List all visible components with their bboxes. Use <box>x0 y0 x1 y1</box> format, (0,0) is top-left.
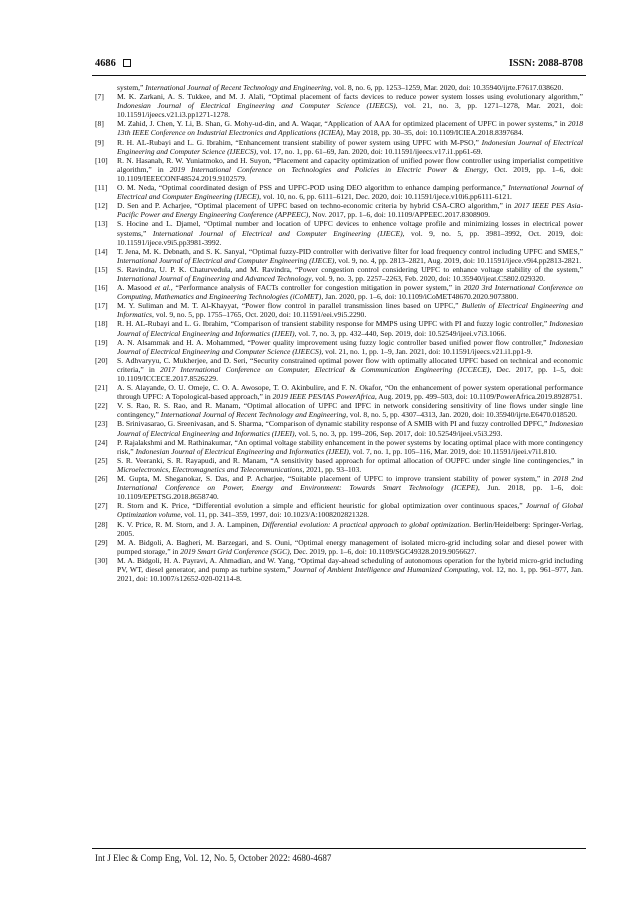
reference-number: [7] <box>95 92 104 102</box>
reference-text: V. S. Rao, R. S. Rao, and R. Manam, “Optimal allocation of UPFC and IPFC in network considering sensitivity of line flows under single line contingency,” <box>117 401 583 420</box>
reference-venue: Indonesian Journal of Electrical Engineering and Computer Science (IJEECS) <box>117 101 396 111</box>
reference-venue: Microelectronics, Electromagnetics and Telecommunications <box>117 464 303 474</box>
reference-entry <box>95 83 583 92</box>
reference-number: [20] <box>95 355 108 365</box>
reference-number: [25] <box>95 455 108 465</box>
reference-text: M. Gupta, M. Sheganokar, S. Das, and P. Acharjee, “Suitable placement of UPFC to improve transient stability of power system,” in <box>117 474 554 484</box>
reference-venue: Journal of Global Optimization volume <box>117 501 584 520</box>
reference-number: [10] <box>95 155 108 165</box>
reference-entry <box>95 119 583 137</box>
reference-entry <box>95 538 583 556</box>
reference-text: , vol. 9, no. 3, pp. 2257–2263, Feb. 2020, doi: 10.35940/ijeat.C5802.029320. <box>311 273 545 283</box>
reference-venue: 2017 International Conference on Computer, Electrical & Communication Engineering (ICCECE) <box>160 364 490 374</box>
square-box-icon <box>123 59 131 67</box>
reference-number: [13] <box>95 219 108 229</box>
reference-text: , vol. 8, no. 6, pp. 1253–1259, Mar. 2020, doi: 10.35940/ijrte.F7617.038620. <box>330 83 564 92</box>
reference-text: , vol. 17, no. 1, pp. 61–69, Jan. 2020, doi: 10.11591/ijeecs.v17.i1.pp61-69. <box>256 146 483 156</box>
reference-entry <box>95 438 583 456</box>
reference-text: , “Performance analysis of FACTs controller for congestion mitigation in power system,” in <box>170 283 464 293</box>
reference-number: [19] <box>95 337 108 347</box>
reference-venue: Indonesian Journal of Electrical Engineering and Informatics (IJEEI) <box>135 446 349 456</box>
reference-text: . Berlin/Heidelberg: Springer-Verlag, 2005. <box>117 519 583 538</box>
reference-entry <box>95 319 583 337</box>
reference-venue: Indonesian Journal of Electrical Engineering and Computer Science (IJEECS) <box>117 337 583 356</box>
reference-number: [9] <box>95 137 104 147</box>
reference-venue: International Journal of Electrical and Computer Engineering (IJECE) <box>152 228 403 238</box>
reference-entry <box>95 383 583 401</box>
reference-text: , vol. 7, no. 3, pp. 432–440, Sep. 2019, doi: 10.52549/ijeei.v7i3.1066. <box>294 328 507 338</box>
reference-entry <box>95 265 583 283</box>
reference-text: B. Srinivasarao, G. Sreenivasan, and S. Sharma, “Comparison of dynamic stability response of A SMIB with PI and fuzzy controlled DPFC,” <box>117 419 550 429</box>
reference-text: , vol. 9, no. 4, pp. 2813–2821, Aug. 2019, doi: 10.11591/ijece.v9i4.pp2813-2821. <box>334 255 582 265</box>
reference-text: , vol. 10, no. 6, pp. 6111–6121, Dec. 2020, doi: 10.11591/ijece.v10i6.pp6111-6121. <box>259 192 512 202</box>
reference-venue: Bulletin of Electrical Engineering and Informatics <box>117 301 583 320</box>
reference-venue: 2019 IEEE PES/IAS PowerAfrica <box>272 392 375 402</box>
reference-text: O. M. Neda, “Optimal coordinated design of PSS and UPFC-POD using DEO algorithm to enhance damping performance,” <box>117 183 509 193</box>
reference-text: , May 2018, pp. 30–35, doi: 10.1109/ICIEA.2018.8397684. <box>342 128 524 138</box>
reference-entry <box>95 520 583 538</box>
reference-entry <box>95 219 583 246</box>
reference-number: [12] <box>95 201 108 211</box>
reference-text: S. R. Veeranki, S. R. Rayapudi, and R. Manam, “A sensitivity based approach for optimal allocation of OUPFC under single line contingencies,” in <box>117 455 583 465</box>
reference-number: [21] <box>95 383 108 393</box>
reference-entry <box>95 156 583 183</box>
reference-venue: International Journal of Recent Technology and Engineering <box>160 410 347 420</box>
issn-label: ISSN: 2088-8708 <box>508 58 583 69</box>
reference-text: M. Y. Suliman and M. T. Al-Khayyat, “Power flow control in parallel transmission lines based on UPFC,” <box>117 301 462 311</box>
reference-text: , vol. 21, no. 1, pp. 1–9, Jan. 2021, doi: 10.11591/ijeecs.v21.i1.pp1-9. <box>321 346 533 356</box>
reference-venue: International Journal of Electrical and Computer Engineering (IJECE) <box>117 255 335 265</box>
reference-venue: Journal of Ambient Intelligence and Humanized Computing <box>292 564 478 574</box>
reference-text: M. K. Zarkani, A. S. Tukkee, and M. J. Alali, “Optimal placement of facts devices to reduce power system losses using evolutionary algorithm,” <box>117 92 583 102</box>
reference-text: , vol. 12, no. 1, pp. 961–977, Jan. 2021, doi: 10.1007/s12652-020-02114-8. <box>117 564 583 584</box>
reference-venue: Indonesian Journal of Electrical Engineering and Computer Science (IJEECS) <box>117 137 584 156</box>
reference-text: , vol. 7, no. 1, pp. 105–116, Mar. 2019, doi: 10.11591/ijeei.v7i1.810. <box>348 446 557 456</box>
reference-text: R. N. Hasanah, R. W. Yuniatmoko, and H. Suyon, “Placement and capacity optimization of unified power flow controller using imperialist competitive algorithm,” in <box>117 155 583 174</box>
reference-number: [26] <box>95 474 108 484</box>
page-number: 4686 <box>95 58 116 69</box>
reference-entry <box>95 301 583 319</box>
reference-text: R. H. AL-Rubayi and L. G. Ibrahim, “Comparison of transient stability response for MMPS using UPFC with PI and fuzzy logic controller,” <box>117 319 550 329</box>
reference-text: , Jan. 2020, pp. 1–6, doi: 10.1109/iCoMET48670.2020.9073800. <box>321 292 519 302</box>
reference-entry <box>95 419 583 437</box>
reference-entry <box>95 474 583 501</box>
reference-text: M. Zahid, J. Chen, Y. Li, B. Shan, G. Mohy-ud-din, and A. Waqar, “Application of AAA for optimized placement of UPFC in power systems,” in <box>117 119 568 129</box>
reference-text: K. V. Price, R. M. Storn, and J. A. Lampinen, <box>117 519 263 529</box>
reference-venue: 2019 Smart Grid Conference (SGC) <box>180 546 290 556</box>
reference-text: A. N. Alsammak and H. A. Mohammed, “Power quality improvement using fuzzy logic controller based unified power flow controller,” <box>117 337 550 347</box>
reference-text: , Aug. 2019, pp. 499–503, doi: 10.1109/PowerAfrica.2019.8928751. <box>374 392 583 402</box>
reference-number: [16] <box>95 283 108 293</box>
reference-venue: 2020 3rd International Conference on Computing, Mathematics and Engineering Technologies (iCoMET) <box>117 283 583 302</box>
reference-text: R. Storn and K. Price, “Differential evolution a simple and efficient heuristic for global optimization over continuous spaces,” <box>117 501 526 511</box>
reference-entry <box>95 456 583 474</box>
reference-venue: Indonesian Journal of Electrical Engineering and Informatics (IJEEI) <box>117 419 583 438</box>
reference-venue: 2019 International Conference on Technologies and Policies in Electric Power & Energy <box>169 164 487 174</box>
reference-text: system,” <box>117 83 146 92</box>
reference-number: [27] <box>95 501 108 511</box>
reference-number: [8] <box>95 119 104 129</box>
reference-number: [17] <box>95 301 108 311</box>
reference-text: , vol. 5, no. 3, pp. 199–206, Sep. 2017, doi: 10.52549/ijeei.v5i3.293. <box>294 428 503 438</box>
reference-entry <box>95 247 583 265</box>
reference-entry <box>95 501 583 519</box>
reference-entry <box>95 283 583 301</box>
reference-venue: 2018 2nd International Conference on Power, Energy and Environment: Towards Smart Technology (ICEPE) <box>117 474 584 493</box>
reference-venue: International Journal of Recent Technology and Engineering <box>145 83 331 92</box>
reference-text: , Oct. 2019, pp. 1–6, doi: 10.1109/IEEECONF48524.2019.9102579. <box>117 164 584 183</box>
reference-text: T. Jena, M. K. Debnath, and S. K. Sanyal, “Optimal fuzzy-PID controller with derivative filter for load frequency control including UPFC and SMES,” <box>117 246 583 256</box>
reference-entry <box>95 201 583 219</box>
reference-text: , Nov. 2017, pp. 1–6, doi: 10.1109/APPEEC.2017.8308909. <box>308 210 491 220</box>
reference-text: S. Adhvaryyu, C. Mukherjee, and D. Seri, “Security constrained optimal power flow with optimally allocated UPFC based on technical and economic criteria,” in <box>117 355 583 374</box>
header-rule <box>92 75 586 76</box>
reference-number: [14] <box>95 246 108 256</box>
reference-text: M. A. Bidgoli, H. A. Payravi, A. Ahmadian, and W. Yang, “Optimal day-ahead scheduling of autonomous operation for the hybrid micro-grid including PV, WT, diesel generator, and pump as turbine system,” <box>117 555 583 574</box>
reference-text: , vol. 9, no. 5, pp. 1755–1765, Oct. 2020, doi: 10.11591/eei.v9i5.2290. <box>152 310 367 320</box>
reference-venue: Indonesian Journal of Electrical Engineering and Informatics (IJEEI) <box>117 319 583 338</box>
reference-text: P. Rajalakshmi and M. Rathinakumar, “An optimal voltage stability enhancement in the power systems by locating optimal place with more contingency risk,” <box>117 437 583 456</box>
reference-text: , 2021, pp. 93–103. <box>302 464 362 474</box>
reference-text: , vol. 8, no. 5, pp. 4307–4313, Jan. 2020, doi: 10.35940/ijrte.E6470.018520. <box>346 410 578 420</box>
reference-number: [18] <box>95 319 108 329</box>
reference-text: D. Sen and P. Acharjee, “Optimal placement of UPFC based on techno-economic criteria by hybrid CSA-CRO algorithm,” in <box>117 201 515 211</box>
reference-entry <box>95 138 583 156</box>
reference-venue: et al. <box>154 283 171 293</box>
reference-number: [30] <box>95 555 108 565</box>
footer-citation: Int J Elec & Comp Eng, Vol. 12, No. 5, October 2022: 4680-4687 <box>95 853 332 863</box>
reference-venue: Differential evolution: A practical approach to global optimization <box>262 519 470 529</box>
reference-text: S. Hocine and L. Djamel, “Optimal number and location of UPFC devices to enhence voltage profile and minimizing losses in electrical power systems,” <box>117 219 583 238</box>
reference-number: [22] <box>95 401 108 411</box>
reference-text: , Dec. 2019, pp. 1–6, doi: 10.1109/SGC49328.2019.9056627. <box>289 546 477 556</box>
reference-venue: 2018 13th IEEE Conference on Industrial Electronics and Applications (ICIEA) <box>117 119 583 138</box>
reference-text: A. S. Alayande, O. U. Omeje, C. O. A. Awosope, T. O. Akinbulire, and F. N. Okafor, “On the enhancement of power system operational performance through UPFC: A Topological-based approach,” in <box>117 383 583 402</box>
page-header <box>95 58 583 72</box>
reference-text: , vol. 11, pp. 341–359, 1997, doi: 10.1023/A:1008202821328. <box>180 510 370 520</box>
reference-text: A. Masood <box>117 283 155 293</box>
reference-list <box>95 83 583 583</box>
reference-number: [28] <box>95 519 108 529</box>
reference-entry <box>95 556 583 583</box>
reference-number: [15] <box>95 264 108 274</box>
reference-number: [23] <box>95 419 108 429</box>
reference-text: , Jun. 2018, pp. 1–6, doi: 10.1109/EPETSG.2018.8658740. <box>117 483 583 502</box>
reference-number: [24] <box>95 437 108 447</box>
reference-text: M. A. Bidgoli, A. Bagheri, M. Barzegari, and S. Ouni, “Optimal energy management of isolated micro-grid including solar and diesel power with pumped storage,” in <box>117 537 583 556</box>
reference-venue: 2017 IEEE PES Asia-Pacific Power and Energy Engineering Conference (APPEEC) <box>117 201 583 220</box>
reference-text: , Dec. 2017, pp. 1–5, doi: 10.1109/ICCECE.2017.8526229. <box>117 364 583 383</box>
reference-text: , vol. 21, no. 3, pp. 1271–1278, Mar. 2021, doi: 10.11591/ijeecs.v21.i3.pp1271-1278. <box>117 101 584 120</box>
reference-entry <box>95 356 583 383</box>
reference-text: , vol. 9, no. 5, pp. 3981–3992, Oct. 2019, doi: 10.11591/ijece.v9i5.pp3981-3992. <box>117 228 583 247</box>
reference-venue: International Journal of Electrical and Computer Engineering (IJECE) <box>117 183 584 202</box>
reference-venue: International Journal of Engineering and Advanced Technology <box>117 273 312 283</box>
reference-entry <box>95 183 583 201</box>
reference-text: S. Ravindra, U. P. K. Chaturvedula, and M. Ravindra, “Power congestion control considering UPFC to enhance voltage stability of the system,” <box>117 264 583 274</box>
reference-entry <box>95 338 583 356</box>
reference-number: [11] <box>95 183 108 193</box>
reference-text: R. H. AL-Rubayi and L. G. Ibrahim, “Enhancement transient stability of power system using UPFC with M-PSO,” <box>117 137 482 147</box>
reference-entry <box>95 92 583 119</box>
reference-number: [29] <box>95 537 108 547</box>
footer-rule <box>92 848 586 849</box>
reference-entry <box>95 401 583 419</box>
